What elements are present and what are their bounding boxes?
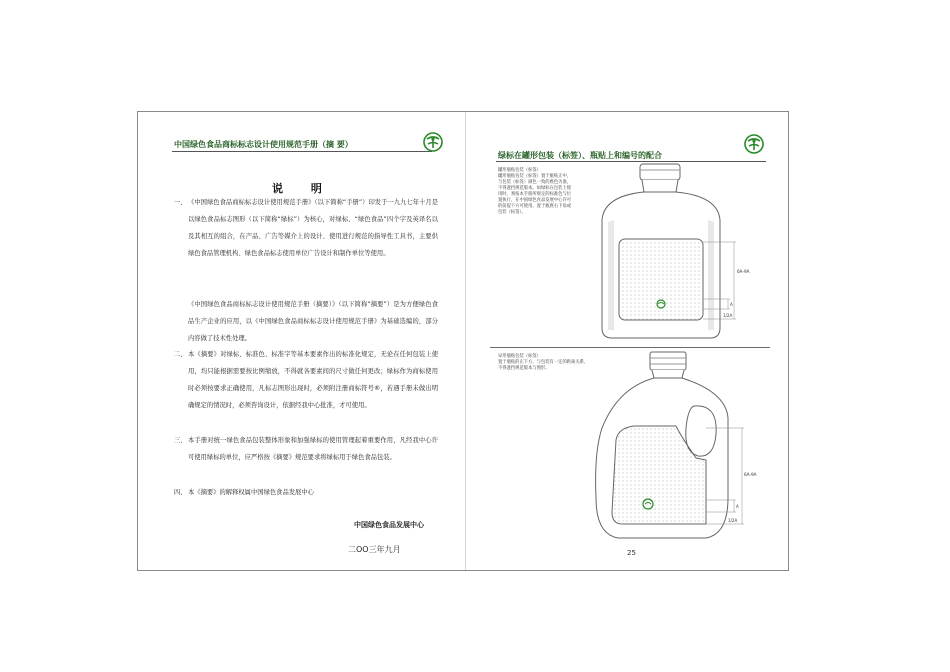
caption-bottom-title: 异形瓶贴包装（标签） (498, 354, 541, 359)
paragraph-text: 本《摘要》的解释权属中国绿色食品发展中心 (188, 489, 314, 496)
green-food-logo-icon (744, 134, 764, 154)
dim-label-top-half: 1/2A (723, 313, 733, 318)
left-header-rule (172, 151, 432, 152)
dim-label-bottom-half: 1/2A (728, 518, 738, 523)
caption-bottom-text: 置于瓶贴的正下方，与包装有一定的距离关系，不得遮挡规范版本与图形。 (498, 360, 589, 371)
paragraph-4 (174, 432, 438, 466)
dim-label-bottom-a: A (736, 504, 739, 509)
square-bottle-illustration (578, 158, 758, 344)
dim-label-top-a: A (730, 302, 733, 307)
paragraph-3 (174, 346, 438, 414)
green-food-logo-icon (423, 132, 443, 152)
paragraph-text: 《中国绿色食品商标标志设计使用规范手册》（以下简称“手册”）印发于一九九七年十月是以绿色食品标志图形（以下简称“绿标”）为核心，对绿标、“绿色食品”四个字及英译名以及其相互的组合，在产品、广告等媒介上的设计、使用进行规范的指导性工具书，主要供绿色食品管理机构、绿色食品标志使用单位广告设计和制作单位等使用。 (188, 199, 438, 257)
caption-top (498, 168, 574, 216)
paragraph-number: 三、 (174, 437, 187, 444)
paragraph-text: 本《摘要》对绿标、标准色、标准字等基本要素作出的标准化规定，无论在任何包装上使用，均只能根据需要按比例缩放，不得就各要素间的尺寸做任何更改；绿标作为商标使用时必须按要求正确使用，凡标志图形出现时，必须附注册商标符号®，若遇手册未做出明确规定的情况时，必须咨询设计，依据经我中心批准，才可使用。 (188, 351, 438, 409)
document-heading: 说 明 (272, 182, 334, 195)
paragraph-text: 本手册对统一绿色食品包装整体形象和加强绿标的使用管理起着重要作用，凡经我中心许可使用绿标的单位，应严格按《摘要》规范要求将绿标用于绿色食品包装。 (188, 437, 438, 461)
paragraph-5 (174, 484, 438, 501)
issuer-signature: 中国绿色食品发展中心 (354, 521, 424, 529)
left-page (138, 112, 460, 570)
handle-jug-illustration (578, 348, 758, 548)
caption-bottom (498, 354, 590, 372)
paragraph-text: 《中国绿色食品商标标志设计使用规范手册（摘要）》（以下简称“摘要”）是为方便绿色食品生产企业的应用，以《中国绿色食品商标标志设计使用规范手册》为基础选编的，部分内容做了技术性处理。 (188, 301, 438, 342)
paragraph-number: 二、 (174, 351, 187, 358)
paragraph-number: 四、 (174, 489, 187, 496)
caption-top-text: 罐形瓶贴包装（标签）置于瓶贴正中，与包装（标签）颜色一致的底色为准，不得遮挡规范版本。如绿标在包装上使用时，须按本手册所规定的标准色与位置执行，在中国绿色食品发展中心许可的前提下方可使用。置于瓶底右下角或包装（标签）。 (498, 174, 572, 215)
caption-top-title: 罐形瓶贴包装（标签） (498, 168, 541, 173)
right-page (474, 112, 788, 570)
paragraph-number: 一、 (174, 199, 187, 206)
right-header-title: 绿标在罐形包装（标签）、瓶贴上和编号的配合 (498, 151, 662, 160)
booklet-spread (137, 111, 789, 571)
issue-date: 二OO三年九月 (348, 545, 401, 554)
page-gutter (465, 112, 466, 570)
page-number: 25 (627, 549, 636, 557)
paragraph-1 (174, 194, 438, 262)
paragraph-2 (174, 296, 438, 347)
dim-label-top-main: 6A-9A (737, 269, 750, 274)
dim-label-bottom-main: 6A-9A (744, 472, 757, 477)
left-header-title: 中国绿色食品商标标志设计使用规范手册（摘 要） (174, 140, 353, 149)
